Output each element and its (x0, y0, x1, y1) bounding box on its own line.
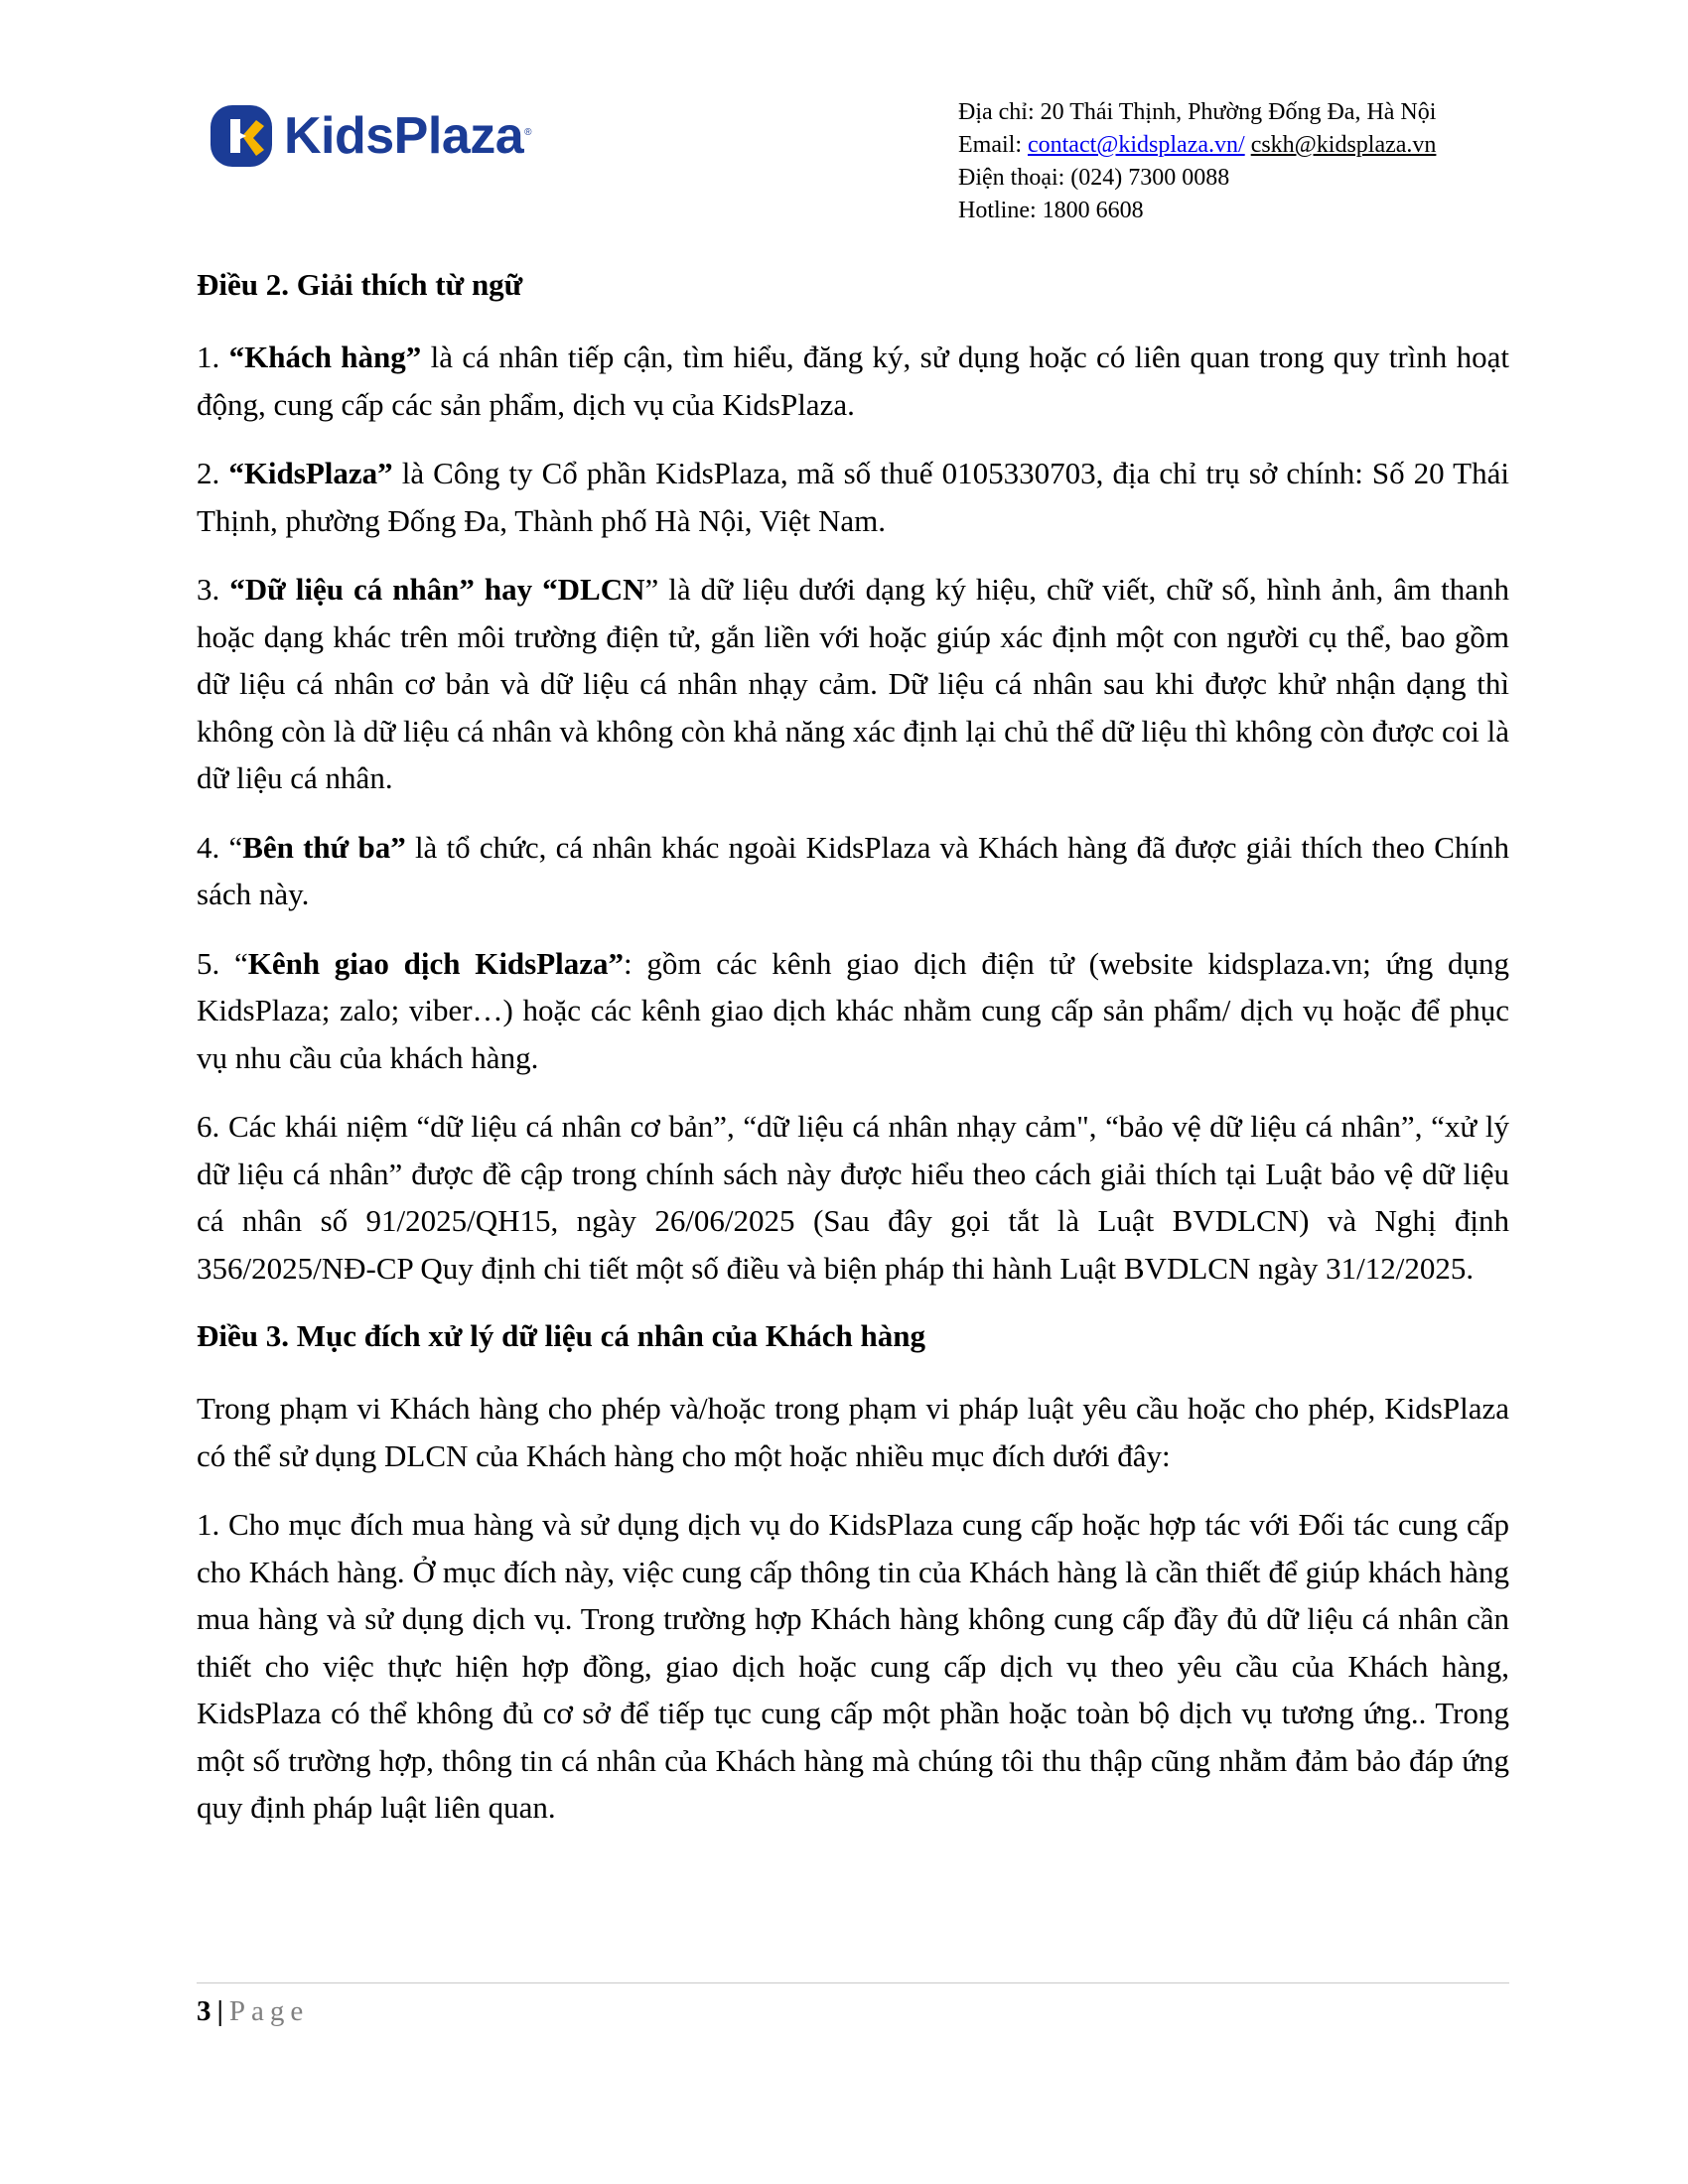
page-number: 3 (197, 1995, 211, 2027)
email-line (958, 129, 1514, 162)
page-label: Page (228, 1995, 310, 2027)
definition-item: 2. “KidsPlaza” là Công ty Cổ phần KidsPlaza, mã số thuế 0105330703, địa chỉ trụ sở chính: Số 20 Thái Thịnh, phường Đống Đa, Thành phố Hà Nội, Việt Nam. (197, 456, 1509, 538)
email-contact-link[interactable]: contact@kidsplaza.vn/ (1027, 132, 1245, 158)
footer-separator: | (216, 1995, 223, 2027)
email-cskh-link[interactable]: cskh@kidsplaza.vn (1250, 132, 1437, 158)
article-2-heading: Điều 2. Giải thích từ ngữ (197, 267, 523, 302)
hotline-line: Hotline: 1800 6608 (958, 198, 1144, 223)
contact-block (958, 96, 1514, 227)
address-line: Địa chỉ: 20 Thái Thịnh, Phường Đống Đa, Hà Nội (958, 99, 1437, 125)
definition-item: 1. “Khách hàng” là cá nhân tiếp cận, tìm hiểu, đăng ký, sử dụng hoặc có liên quan trong quy trình hoạt động, cung cấp các sản phẩm, dịch vụ của KidsPlaza. (197, 340, 1510, 422)
purpose-item-1: 1. Cho mục đích mua hàng và sử dụng dịch vụ do KidsPlaza cung cấp hoặc hợp tác với Đối tác cung cấp cho Khách hàng. Ở mục đích này, việc cung cấp thông tin của Khách hàng là cần thiết để giúp khách hàng mua hàng và sử dụng dịch vụ. Trong trường hợp Khách hàng không cung cấp đầy đủ dữ liệu cá nhân cần thiết cho việc thực hiện hợp đồng, giao dịch hoặc cung cấp dịch vụ theo yêu cầu của Khách hàng, KidsPlaza có thể không đủ cơ sở để tiếp tục cung cấp một phần hoặc toàn bộ dịch vụ tương ứng.. Trong một số trường hợp, thông tin cá nhân của Khách hàng mà chúng tôi thu thập cũng nhằm đảm bảo đáp ứng quy định pháp luật liên quan. (197, 1507, 1509, 1825)
document-body (197, 262, 1509, 1853)
article-3-intro: Trong phạm vi Khách hàng cho phép và/hoặc trong phạm vi pháp luật yêu cầu hoặc cho phép, KidsPlaza có thể sử dụng DLCN của Khách hàng cho một hoặc nhiều mục đích dưới đây: (197, 1391, 1509, 1473)
definition-item: 3. “Dữ liệu cá nhân” hay “DLCN” là dữ liệu dưới dạng ký hiệu, chữ viết, chữ số, hình ảnh, âm thanh hoặc dạng khác trên môi trường điện tử, gắn liền với hoặc giúp xác định một con người cụ thể, bao gồm dữ liệu cá nhân cơ bản và dữ liệu cá nhân nhạy cảm. Dữ liệu cá nhân sau khi được khử nhận dạng thì không còn là dữ liệu cá nhân và không còn khả năng xác định lại chủ thể dữ liệu thì không còn được coi là dữ liệu cá nhân. (197, 572, 1509, 795)
logo-wordmark: KidsPlaza® (284, 107, 532, 165)
definition-item: 4. “Bên thứ ba” là tổ chức, cá nhân khác ngoài KidsPlaza và Khách hàng đã được giải thích theo Chính sách này. (197, 829, 1509, 911)
article-3-heading: Điều 3. Mục đích xử lý dữ liệu cá nhân của Khách hàng (197, 1318, 925, 1353)
footer-divider (197, 1982, 1509, 1983)
kidsplaza-logo (209, 103, 531, 169)
phone-line: Điện thoại: (024) 7300 0088 (958, 165, 1230, 191)
kidsplaza-k-icon (209, 103, 274, 169)
page-footer (197, 1993, 309, 2029)
definition-item: 6. Các khái niệm “dữ liệu cá nhân cơ bản”, “dữ liệu cá nhân nhạy cảm", “bảo vệ dữ liệu cá nhân”, “xử lý dữ liệu cá nhân” được đề cập trong chính sách này được hiểu theo cách giải thích tại Luật bảo vệ dữ liệu cá nhân số 91/2025/QH15, ngày 26/06/2025 (Sau đây gọi tắt là Luật BVDLCN) và Nghị định 356/2025/NĐ-CP Quy định chi tiết một số điều và biện pháp thi hành Luật BVDLCN ngày 31/12/2025. (197, 1109, 1509, 1286)
definition-item: 5. “Kênh giao dịch KidsPlaza”: gồm các kênh giao dịch điện tử (website kidsplaza.vn; ứng dụng KidsPlaza; zalo; viber…) hoặc các kênh giao dịch khác nhằm cung cấp sản phẩm/ dịch vụ hoặc để phục vụ nhu cầu của khách hàng. (197, 945, 1509, 1075)
email-label: Email: (958, 132, 1028, 158)
